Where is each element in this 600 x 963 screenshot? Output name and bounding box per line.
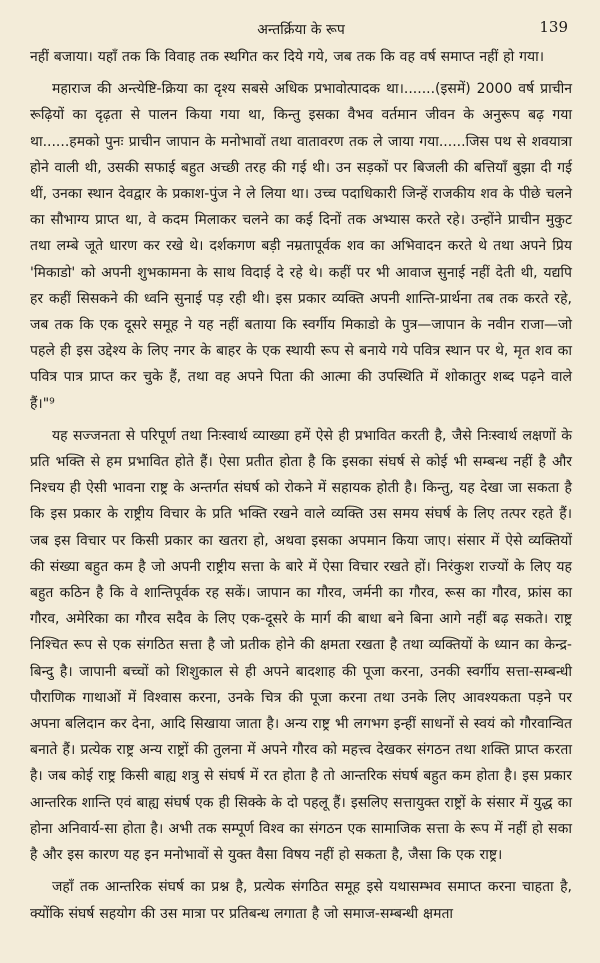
paragraph-analysis: यह सज्जनता से परिपूर्ण तथा निःस्वार्थ व्याख्या हमें ऐसे ही प्रभावित करती है, जैसे निःस्वार्थ लक्षणों के प्रति भक्ति से हम प्रभावित होते हैं। ऐसा प्रतीत होता है कि इसका संघर्ष से कोई भी सम्बन्ध नहीं है और निश्चय ही ऐसी भावना राष्ट्र के अन्तर्गत संघर्ष को रोकने में सहायक होती है। किन्तु, यह देखा जा सकता है कि इस प्रकार के राष्ट्रीय विचार के प्रति भक्ति रखने वाले व्यक्ति उस समय संघर्ष के लिए तत्पर रहते हैं। जब इस विचार पर किसी प्रकार का खतरा हो, अथवा इसका अपमान किया जाए। संसार में ऐसे व्यक्तियों की संख्या बहुत कम है जो अपनी राष्ट्रीय सत्ता के बारे में ऐसा विचार रखते हों। निरंकुश राज्यों के लिए यह बहुत कठिन है कि वे शान्तिपूर्वक रह सकें। जापान का गौरव, जर्मनी का गौरव, रूस का गौरव, फ्रांस का गौरव, अमेरिका का गौरव सदैव के लिए एक-दूसरे के मार्ग की बाधा बने बिना आगे नहीं बढ़ सकते। राष्ट्र निश्चित रूप से एक संगठित सत्ता है जो प्रतीक होने की क्षमता रखता है तथा व्यक्तियों के ध्यान का केन्द्र-बिन्दु है। जापानी बच्चों को शिशुकाल से ही अपने बादशाह की पूजा करना, उनकी स्वर्गीय सत्ता-सम्बन्धी पौराणिक गाथाओं में विश्वास करना, उनके चित्र की पूजा करना तथा उनके लिए आवश्यकता पड़ने पर अपना बलिदान कर देना, आदि सिखाया जाता है। अन्य राष्ट्र भी लगभग इन्हीं साधनों से स्वयं को गौरवान्वित बनाते हैं। प्रत्येक राष्ट्र अन्य राष्ट्रों की तुलना में अपने गौरव को महत्त्व देखकर संगठन तथा शक्ति प्राप्त करता है। जब कोई राष्ट्र किसी बाह्य शत्रु से संघर्ष में रत होता है तो आन्तरिक संघर्ष बहुत कम होता है। इस प्रकार आन्तरिक शान्ति एवं बाह्य संघर्ष एक ही सिक्के के दो पहलू हैं। इसलिए सत्तायुक्त राष्ट्रों के संसार में युद्ध का होना अनिवार्य-सा होता है। अभी तक सम्पूर्ण विश्व का संगठन एक सामाजिक सत्ता के रूप में नहीं हो सका है और इस कारण यह इन मनोभावों से युक्त वैसा विषय नहीं हो सकता है, जैसा कि एक राष्ट्र। <box>30 427 572 864</box>
running-title: अन्तर्क्रिया के रूप <box>257 22 345 38</box>
paragraph-internal-conflict: जहाँ तक आन्तरिक संघर्ष का प्रश्न है, प्रत्येक संगठित समूह इसे यथासम्भव समाप्त करना चाहता है, क्योंकि संघर्ष सहयोग की उस मात्रा पर प्रतिबन्ध लगाता है जो समाज-सम्बन्धी क्षमता <box>30 879 572 922</box>
page-header <box>30 14 572 44</box>
body-text <box>30 44 572 927</box>
paragraph-continuation: नहीं बजाया। यहाँ तक कि विवाह तक स्थगित कर दिये गये, जब तक कि वह वर्ष समाप्त नहीं हो गया। <box>30 49 545 65</box>
page-number: 139 <box>539 18 568 36</box>
paragraph-quotation: महाराज की अन्त्येष्टि-क्रिया का दृश्य सबसे अधिक प्रभावोत्पादक था।.......(इसमें) 2000 वर्ष प्राचीन रूढ़ियों का दृढ़ता से पालन किया गया था, किन्तु इसका वैभव वर्तमान जीवन के अनुरूप बढ़ गया था......हमको पुनः प्राचीन जापान के मनोभावों तथा वातावरण तक ले जाया गया......जिस पथ से शवयात्रा होने वाली थी, उसकी सफाई बहुत अच्छी तरह की गई थी। उन सड़कों पर बिजली की बत्तियाँ बुझा दी गई थीं, उनका स्थान देवद्वार के प्रकाश-पुंज ने ले लिया था। उच्च पदाधिकारी जिन्हें राजकीय शव के पीछे चलने का सौभाग्य प्राप्त था, वे कदम मिलाकर चलने का कई दिनों तक अभ्यास करते रहे। उन्होंने प्राचीन मुकुट तथा लम्बे जूते धारण कर रखे थे। दर्शकगण बड़ी नम्रतापूर्वक शव का अभिवादन करते थे तथा अपने प्रिय 'मिकाडो' को अपनी शुभकामना के साथ विदाई दे रहे थे। कहीं पर भी आवाज सुनाई नहीं देती थी, यद्यपि हर कहीं सिसकने की ध्वनि सुनाई पड़ रही थी। इस प्रकार व्यक्ति अपनी शान्ति-प्रार्थना तब तक करते रहे, जब तक कि एक दूसरे समूह ने यह नहीं बताया कि स्वर्गीय मिकाडो के पुत्र—जापान के नवीन राजा—जो पहले ही इस उद्देश्य के लिए नगर के बाहर के एक स्थायी रूप से बनाये गये पवित्र स्थान पर थे, मृत शव का पवित्र पात्र प्राप्त कर चुके हैं, तथा वह अपने पिता की आत्मा की उपस्थिति में शोकातुर शब्द पढ़ने वाले हैं।"⁹ <box>30 81 572 412</box>
